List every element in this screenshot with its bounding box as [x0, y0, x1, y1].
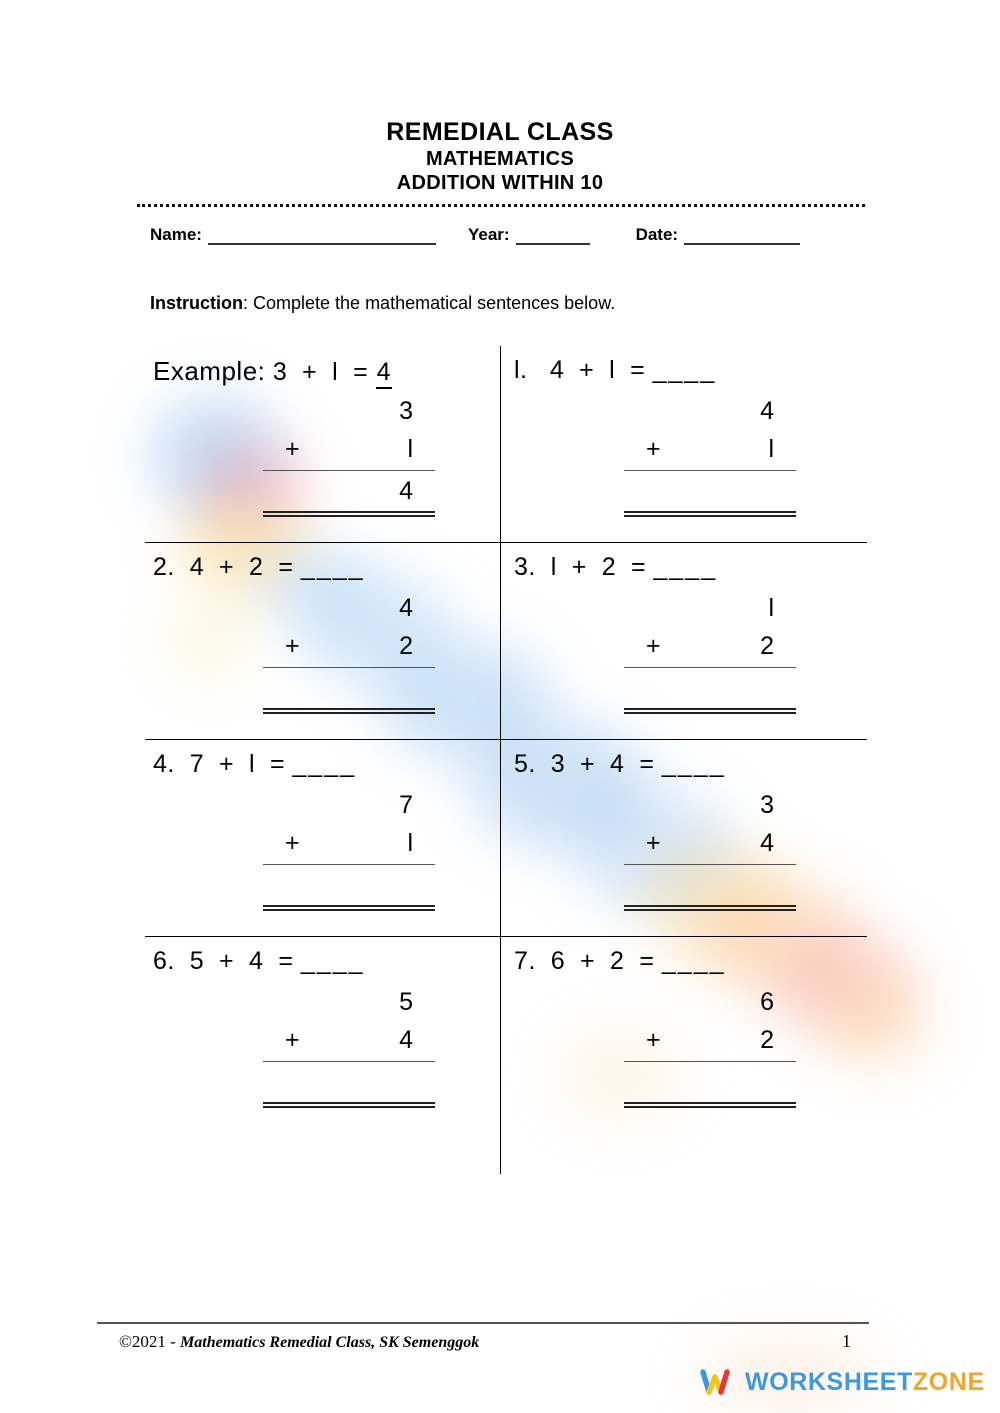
problem-label: l. — [514, 355, 528, 384]
addend-top: 5 — [399, 987, 413, 1016]
column-addition — [263, 392, 435, 517]
addend-top: 4 — [399, 593, 413, 622]
column-answer[interactable] — [624, 668, 796, 708]
addend-top: 3 — [399, 396, 413, 425]
worksheetzone-w-icon — [700, 1367, 734, 1397]
problem-sentence — [506, 553, 867, 582]
addend-bottom: 4 — [760, 828, 774, 857]
answer-double-rule — [624, 511, 796, 517]
plus-sign: + — [285, 631, 300, 660]
addend-bottom-row — [624, 1021, 796, 1059]
footer-row — [97, 1331, 869, 1352]
problem-label: 7. — [514, 946, 536, 975]
column-addition — [624, 983, 796, 1108]
problem-cell-2 — [145, 543, 506, 739]
column-answer[interactable] — [263, 668, 435, 708]
addend-top: 6 — [760, 987, 774, 1016]
problem-cell-7 — [506, 937, 867, 1177]
problem-sentence — [506, 356, 867, 385]
worksheetzone-wordmark — [745, 1368, 985, 1397]
plus-sign: + — [646, 434, 661, 463]
addend-bottom-row — [263, 430, 435, 468]
plus-sign: + — [285, 828, 300, 857]
page-subtitle-topic: ADDITION WITHIN 10 — [396, 172, 604, 195]
date-field-group — [636, 225, 801, 245]
problem-cell-5 — [506, 740, 867, 936]
addend-bottom-row — [624, 627, 796, 665]
problem-cell-6 — [145, 937, 506, 1177]
problem-sentence — [145, 947, 506, 976]
plus-sign: + — [285, 1025, 300, 1054]
addend-top: l — [768, 593, 774, 622]
addend-bottom-row — [263, 1021, 435, 1059]
column-answer[interactable]: 4 — [399, 476, 413, 505]
instruction-label: Instruction — [150, 292, 243, 313]
instruction-text: : Complete the mathematical sentences below. — [243, 292, 616, 313]
name-input[interactable] — [208, 229, 436, 245]
year-label: Year: — [467, 224, 510, 244]
problem-inline-answer[interactable]: ____ — [653, 552, 718, 581]
plus-sign: + — [285, 434, 300, 463]
addend-bottom-row — [263, 627, 435, 665]
plus-sign: + — [646, 631, 661, 660]
addend-bottom: l — [407, 434, 413, 463]
problem-inline-answer[interactable]: 4 — [376, 358, 392, 389]
column-addition — [263, 589, 435, 714]
problem-cell-3 — [506, 543, 867, 739]
answer-double-rule — [263, 1102, 435, 1108]
date-input[interactable] — [684, 229, 800, 245]
grid-vertical-divider — [500, 346, 501, 1174]
column-answer[interactable] — [263, 1062, 435, 1102]
column-addition — [263, 983, 435, 1108]
problem-inline-answer[interactable]: ____ — [300, 946, 365, 975]
logo-text-worksheet: WORKSHEET — [745, 1367, 913, 1396]
addend-bottom: 2 — [399, 631, 413, 660]
name-label: Name: — [150, 224, 202, 244]
addend-top: 3 — [760, 790, 774, 819]
addend-bottom: l — [768, 434, 774, 463]
problem-expression: 3 + l = — [265, 357, 376, 386]
problem-label: Example: — [153, 355, 266, 386]
addend-top: 7 — [399, 790, 413, 819]
addend-bottom-row — [263, 824, 435, 862]
column-addition — [624, 392, 796, 517]
problem-cell-example — [145, 346, 506, 542]
problem-expression: 3 + 4 = — [535, 749, 662, 778]
answer-double-rule — [263, 905, 435, 911]
answer-double-rule — [624, 1102, 796, 1108]
column-addition — [263, 786, 435, 911]
problem-expression: 6 + 2 = — [535, 946, 662, 975]
problem-label: 4. — [153, 749, 175, 778]
footer-credit — [119, 1332, 479, 1352]
problem-sentence — [145, 553, 506, 582]
problem-inline-answer[interactable]: ____ — [292, 749, 357, 778]
problem-sentence — [145, 750, 506, 779]
header-divider — [137, 204, 865, 207]
year-input[interactable] — [516, 229, 590, 245]
problem-expression: 4 + 2 = — [174, 552, 301, 581]
page-subtitle-subject: MATHEMATICS — [425, 148, 575, 170]
addend-bottom: l — [407, 828, 413, 857]
problem-label: 5. — [514, 749, 536, 778]
column-answer[interactable] — [624, 471, 796, 511]
addend-bottom: 4 — [399, 1025, 413, 1054]
problem-row — [145, 542, 867, 739]
problem-inline-answer[interactable]: ____ — [652, 355, 717, 384]
problem-row — [145, 936, 867, 1177]
page-footer — [97, 1322, 869, 1352]
problem-sentence — [145, 356, 506, 387]
problem-cell-1 — [506, 346, 867, 542]
answer-double-rule — [624, 905, 796, 911]
problem-expression: 4 + l = — [527, 355, 653, 384]
answer-double-rule — [624, 708, 796, 714]
problem-expression: 5 + 4 = — [174, 946, 301, 975]
problem-expression: 7 + l = — [174, 749, 293, 778]
student-info-row — [150, 225, 1000, 245]
problem-inline-answer[interactable]: ____ — [300, 552, 365, 581]
footer-divider — [97, 1322, 869, 1324]
instruction-line — [150, 293, 1000, 314]
problems-grid — [145, 346, 867, 1177]
column-answer[interactable] — [624, 1062, 796, 1102]
footer-source: Mathematics Remedial Class, SK Semenggok — [180, 1334, 480, 1351]
problem-row — [145, 739, 867, 936]
problem-inline-answer[interactable]: ____ — [661, 946, 726, 975]
addend-bottom-row — [624, 430, 796, 468]
worksheetzone-logo[interactable] — [700, 1367, 985, 1397]
problem-label: 2. — [153, 552, 175, 581]
addend-top: 4 — [760, 396, 774, 425]
page-header — [0, 0, 1000, 196]
problem-inline-answer[interactable]: ____ — [661, 749, 726, 778]
problem-cell-4 — [145, 740, 506, 936]
addend-bottom: 2 — [760, 1025, 774, 1054]
column-answer[interactable] — [263, 865, 435, 905]
column-addition — [624, 786, 796, 911]
answer-double-rule — [263, 511, 435, 517]
problem-sentence — [506, 750, 867, 779]
footer-copyright: ©2021 - — [119, 1332, 181, 1351]
answer-double-rule — [263, 708, 435, 714]
problem-label: 3. — [514, 552, 536, 581]
plus-sign: + — [646, 1025, 661, 1054]
plus-sign: + — [646, 828, 661, 857]
date-label: Date: — [635, 224, 679, 244]
problem-row — [145, 346, 867, 542]
addend-bottom-row — [624, 824, 796, 862]
column-addition — [624, 589, 796, 714]
page-title: REMEDIAL CLASS — [386, 118, 614, 146]
addend-bottom: 2 — [760, 631, 774, 660]
year-field-group — [468, 225, 590, 245]
logo-text-zone: ZONE — [912, 1367, 985, 1396]
column-answer[interactable] — [624, 865, 796, 905]
problem-label: 6. — [153, 946, 175, 975]
problem-expression: l + 2 = — [535, 552, 654, 581]
name-field-group — [150, 225, 436, 245]
problem-sentence — [506, 947, 867, 976]
page-number: 1 — [842, 1331, 851, 1351]
